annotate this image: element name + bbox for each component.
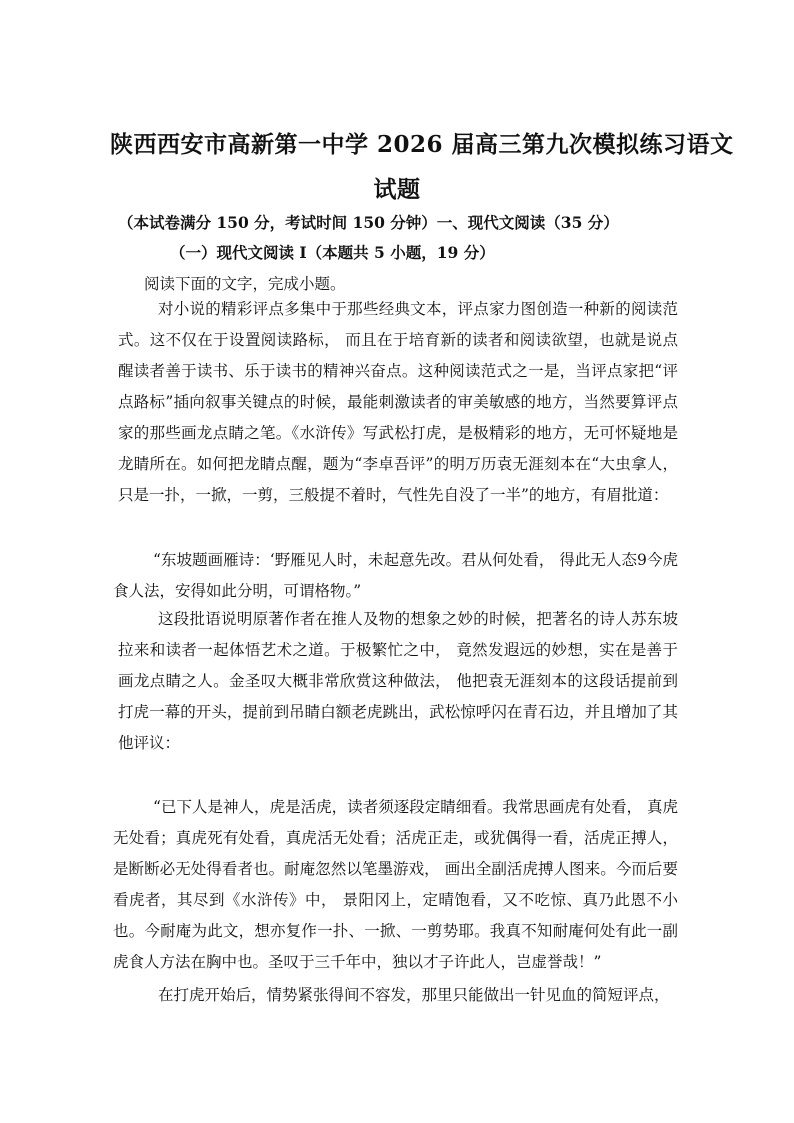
- exam-info: （本试卷满分 150 分，考试时间 150 分钟）一、现代文阅读（35 分）: [118, 213, 619, 232]
- document-title-line-2: 试题: [373, 176, 421, 203]
- paragraph-3: 在打虎开始后，情势紧张得间不容发，那里只能做出一针见血的简短评点，: [158, 986, 670, 1004]
- paragraph-2: 这段批语说明原著作者在推人及物的想象之妙的时候，把著名的诗人苏东坡拉来和读者一起体悟艺术之道。于极繁忙之中， 竟然发遐远的妙想，实在是善于画龙点睛之人。金圣叹大概非常欣赏这种做法， 他把袁无涯刻本的这段话提前到打虎一幕的开头，提前到吊睛白额老虎跳出，武松惊呼闪在青石边，并且增加了其他评议：: [118, 610, 678, 752]
- document-title-line-1: 陕西西安市高新第一中学 2026 届高三第九次模拟练习语文: [110, 131, 734, 158]
- quoted-comment-2: “已下人是神人，虎是活虎，读者须逐段定睛细看。我常思画虎有处看， 真虎无处看；真虎死有处看，真虎活无处看；活虎正走，或犹偶得一看，活虎正搏人，是断断必无处得看者也。耐庵忽然以笔墨游戏， 画出全副活虎搏人图来。今而后要看虎者，其尽到《水浒传》中， 景阳冈上，定晴饱看，又不吃惊、真乃此恩不小也。今耐庵为此文，想亦复作一扑、一掀、一剪势耶。我真不知耐庵何处有此一副虎食人方法在胸中也。圣叹于三千年中，独以才子许此人，岂虚誉哉！”: [113, 798, 678, 971]
- section-heading: （一）现代文阅读 I（本题共 5 小题，19 分）: [170, 243, 495, 262]
- reading-instruction: 阅读下面的文字，完成小题。: [144, 275, 346, 293]
- quoted-comment-1: “东坡题画雁诗：‘野雁见人时，未起意先改。君从何处看， 得此无人态9今虎食人法，安得如此分明，可谓格物。”: [113, 551, 678, 600]
- paragraph-1: 对小说的精彩评点多集中于那些经典文本，评点家力图创造一种新的阅读范式。这不仅在于设置阅读路标， 而且在于培育新的读者和阅读欲望，也就是说点醒读者善于读书、乐于读书的精神兴奋点。这种阅读范式之一是，当评点家把“评点路标”插向叙事关键点的时候，最能刺激读者的审美敏感的地方，当然要算评点家的那些画龙点睛之笔。《水浒传》写武松打虎，是极精彩的地方，无可怀疑地是龙睛所在。如何把龙睛点醒，题为“李卓吾评”的明万历袁无涯刻本在“大虫拿人，只是一扑，一掀，一剪，三般提不着时，气性先自没了一半”的地方，有眉批道：: [118, 300, 678, 504]
